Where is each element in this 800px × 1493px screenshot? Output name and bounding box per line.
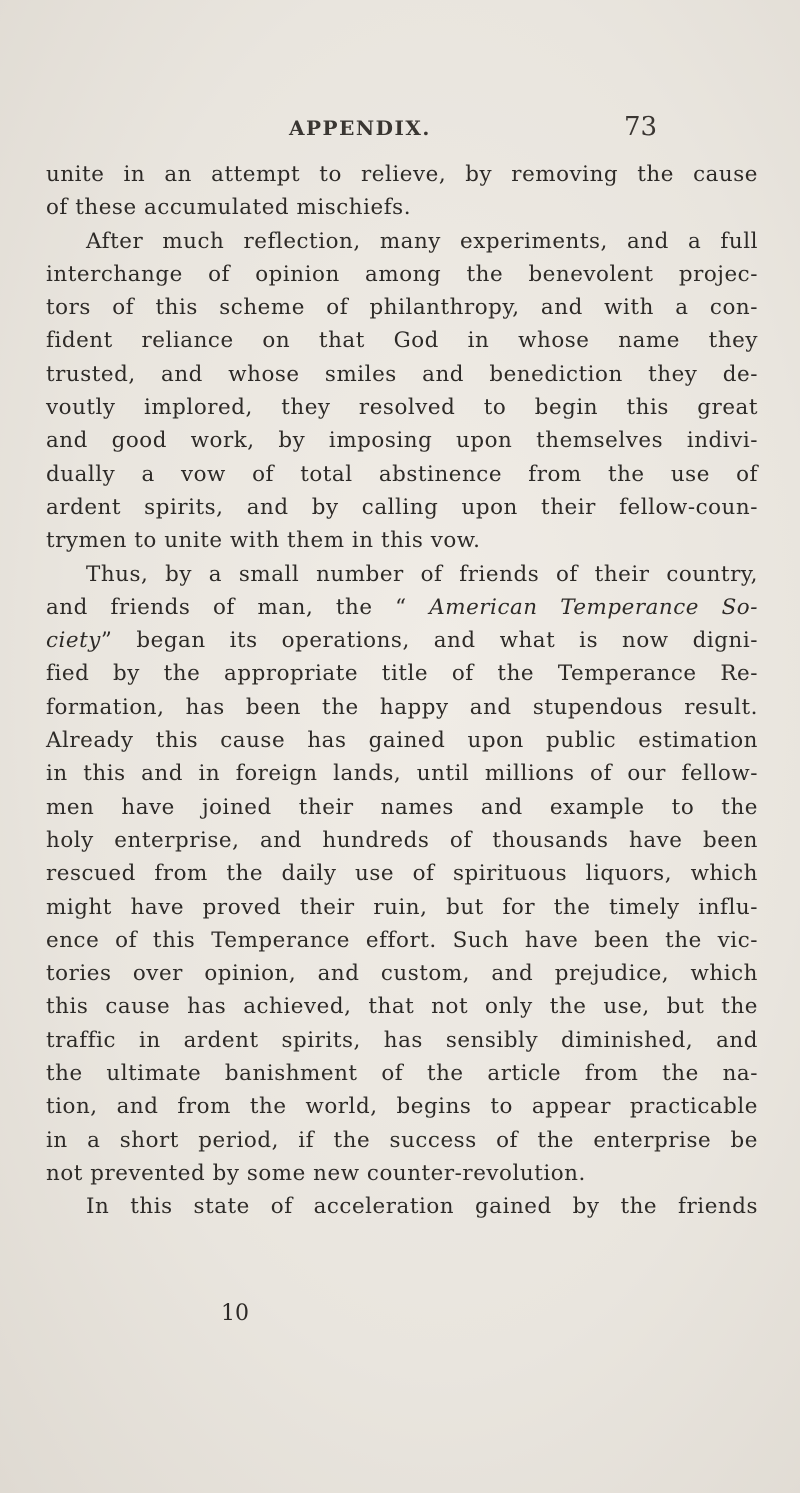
- text-line: dually a vow of total abstinence from the use of: [46, 461, 758, 487]
- text-line: interchange of opinion among the benevolent projec-: [46, 261, 758, 287]
- page-header: [0, 112, 800, 146]
- text-line: of these accumulated mischiefs.: [46, 195, 412, 221]
- text-line: and good work, by imposing upon themselves indivi-: [46, 428, 758, 454]
- text-line: After much reflection, many experiments, and a full: [86, 228, 758, 254]
- text-line: traffic in ardent spirits, has sensibly diminished, and: [46, 1027, 758, 1053]
- text-line: holy enterprise, and hundreds of thousands have been: [46, 827, 758, 853]
- text-line: ence of this Temperance effort. Such have been the vic-: [46, 927, 758, 953]
- running-head: APPENDIX.: [289, 116, 431, 140]
- text-line: Already this cause has gained upon public estimation: [46, 728, 758, 754]
- text-line: ardent spirits, and by calling upon their fellow-coun-: [46, 494, 758, 520]
- text-line: unite in an attempt to relieve, by removing the cause: [46, 162, 758, 187]
- text-line: in this and in foreign lands, until millions of our fellow-: [46, 761, 758, 787]
- text-line: tors of this scheme of philanthropy, and with a con-: [46, 295, 758, 321]
- text-line: In this state of acceleration gained by the friends: [86, 1194, 758, 1220]
- text-line: fied by the appropriate title of the Temperance Re-: [46, 661, 758, 687]
- text-line: Thus, by a small number of friends of their country,: [86, 561, 758, 587]
- text-line: trymen to unite with them in this vow.: [46, 528, 481, 554]
- text-line: this cause has achieved, that not only the use, but the: [46, 994, 758, 1020]
- body-text: [46, 158, 758, 1224]
- page-number: 73: [624, 112, 658, 142]
- text-line: formation, has been the happy and stupendous result.: [46, 694, 758, 720]
- text-line: tories over opinion, and custom, and prejudice, which: [46, 961, 758, 987]
- text-line: not prevented by some new counter-revolution.: [46, 1160, 586, 1186]
- text-line: and friends of man, the “ American Temperance So-: [46, 594, 758, 620]
- text-line: ciety” began its operations, and what is now digni-: [46, 628, 758, 654]
- text-line: trusted, and whose smiles and benediction they de-: [46, 361, 758, 387]
- text-line: fident reliance on that God in whose name they: [46, 328, 758, 354]
- text-line: the ultimate banishment of the article from the na-: [46, 1061, 758, 1087]
- text-line: men have joined their names and example to the: [46, 794, 758, 820]
- text-line: might have proved their ruin, but for the timely influ-: [46, 894, 758, 920]
- text-line: voutly implored, they resolved to begin this great: [46, 395, 758, 421]
- text-line: tion, and from the world, begins to appear practicable: [46, 1094, 758, 1120]
- signature-mark: 10: [221, 1301, 249, 1326]
- text-line: rescued from the daily use of spirituous liquors, which: [46, 861, 758, 887]
- text-line: in a short period, if the success of the enterprise be: [46, 1127, 758, 1153]
